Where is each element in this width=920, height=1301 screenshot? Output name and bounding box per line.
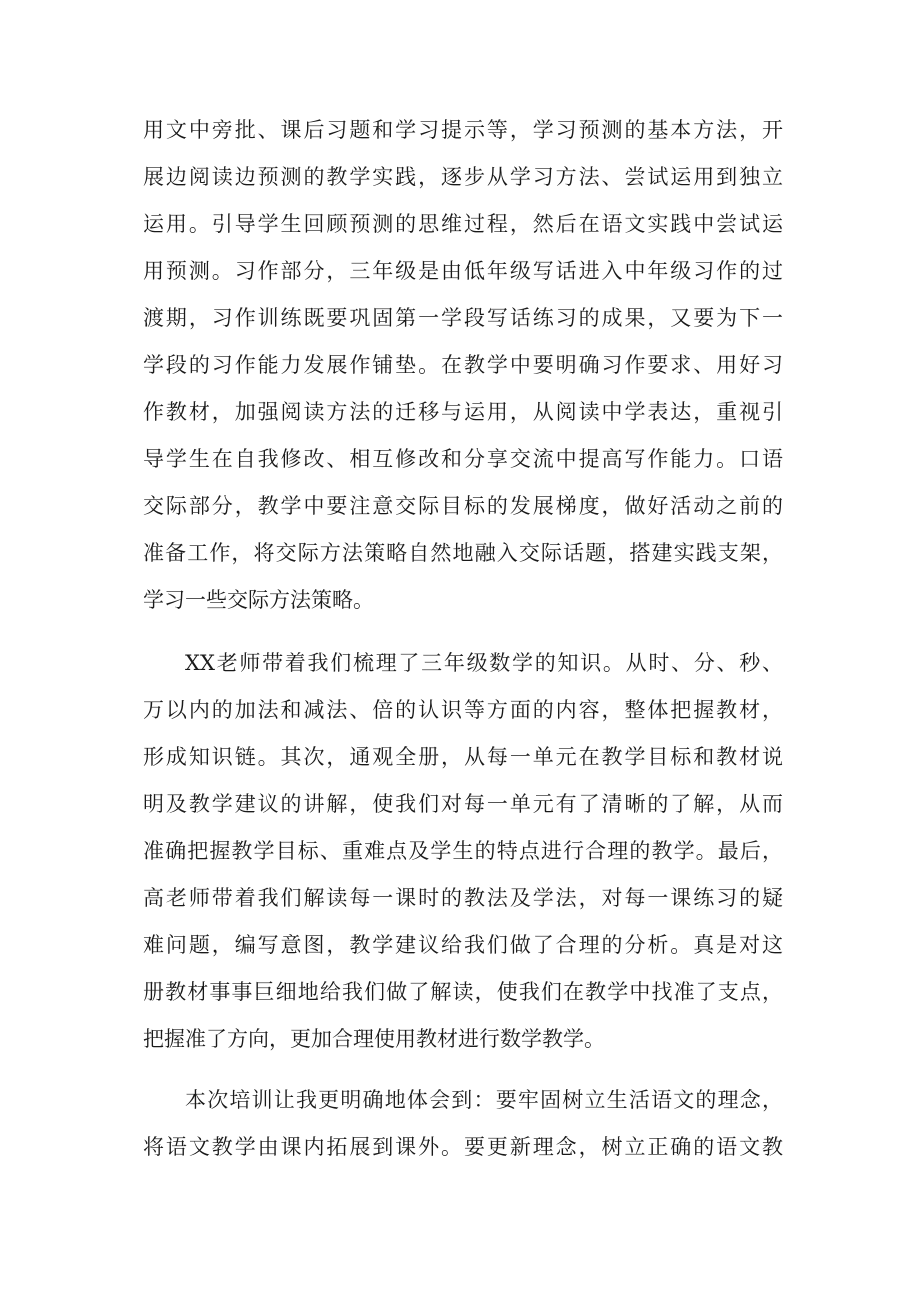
paragraph-training-summary [143, 1077, 783, 1171]
text-line: 运用。引导学生回顾预测的思维过程，然后在语文实践中尝试运 [143, 212, 783, 236]
text-line: 难问题，编写意图，教学建议给我们做了合理的分析。真是对这 [143, 933, 783, 957]
text-line: 用文中旁批、课后习题和学习提示等，学习预测的基本方法，开 [143, 118, 783, 142]
text-line: 本次培训让我更明确地体会到：要牢固树立生活语文的理念， [185, 1088, 783, 1112]
text-line: XX老师带着我们梳理了三年级数学的知识。从时、分、秒、 [185, 651, 783, 675]
text-line: 交际部分，教学中要注意交际目标的发展梯度，做好活动之前的 [143, 494, 783, 518]
text-line: 形成知识链。其次，通观全册，从每一单元在教学目标和教材说 [143, 745, 783, 769]
text-line: 准确把握教学目标、重难点及学生的特点进行合理的教学。最后， [143, 839, 783, 863]
paragraph-math [143, 640, 783, 1063]
text-line: 将语文教学由课内拓展到课外。要更新理念，树立正确的语文教 [143, 1135, 783, 1159]
text-line: 用预测。习作部分，三年级是由低年级写话进入中年级习作的过 [143, 259, 783, 283]
paragraph-reading-writing [143, 107, 783, 624]
text-line: 准备工作，将交际方法策略自然地融入交际话题，搭建实践支架， [143, 541, 783, 565]
text-line: 高老师带着我们解读每一课时的教法及学法，对每一课练习的疑 [143, 886, 783, 910]
text-line: 学段的习作能力发展作铺垫。在教学中要明确习作要求、用好习 [143, 353, 783, 377]
text-line: 导学生在自我修改、相互修改和分享交流中提高写作能力。口语 [143, 447, 783, 471]
text-line: 作教材，加强阅读方法的迁移与运用，从阅读中学表达，重视引 [143, 400, 783, 424]
text-line: 学习一些交际方法策略。 [143, 588, 374, 612]
text-line: 明及教学建议的讲解，使我们对每一单元有了清晰的了解，从而 [143, 792, 783, 816]
text-line: 把握准了方向，更加合理使用教材进行数学教学。 [143, 1027, 605, 1051]
text-line: 册教材事事巨细地给我们做了解读，使我们在教学中找准了支点， [143, 980, 783, 1004]
text-line: 展边阅读边预测的教学实践，逐步从学习方法、尝试运用到独立 [143, 165, 783, 189]
text-line: 渡期，习作训练既要巩固第一学段写话练习的成果，又要为下一 [143, 306, 783, 330]
text-line: 万以内的加法和减法、倍的认识等方面的内容，整体把握教材， [143, 698, 783, 722]
